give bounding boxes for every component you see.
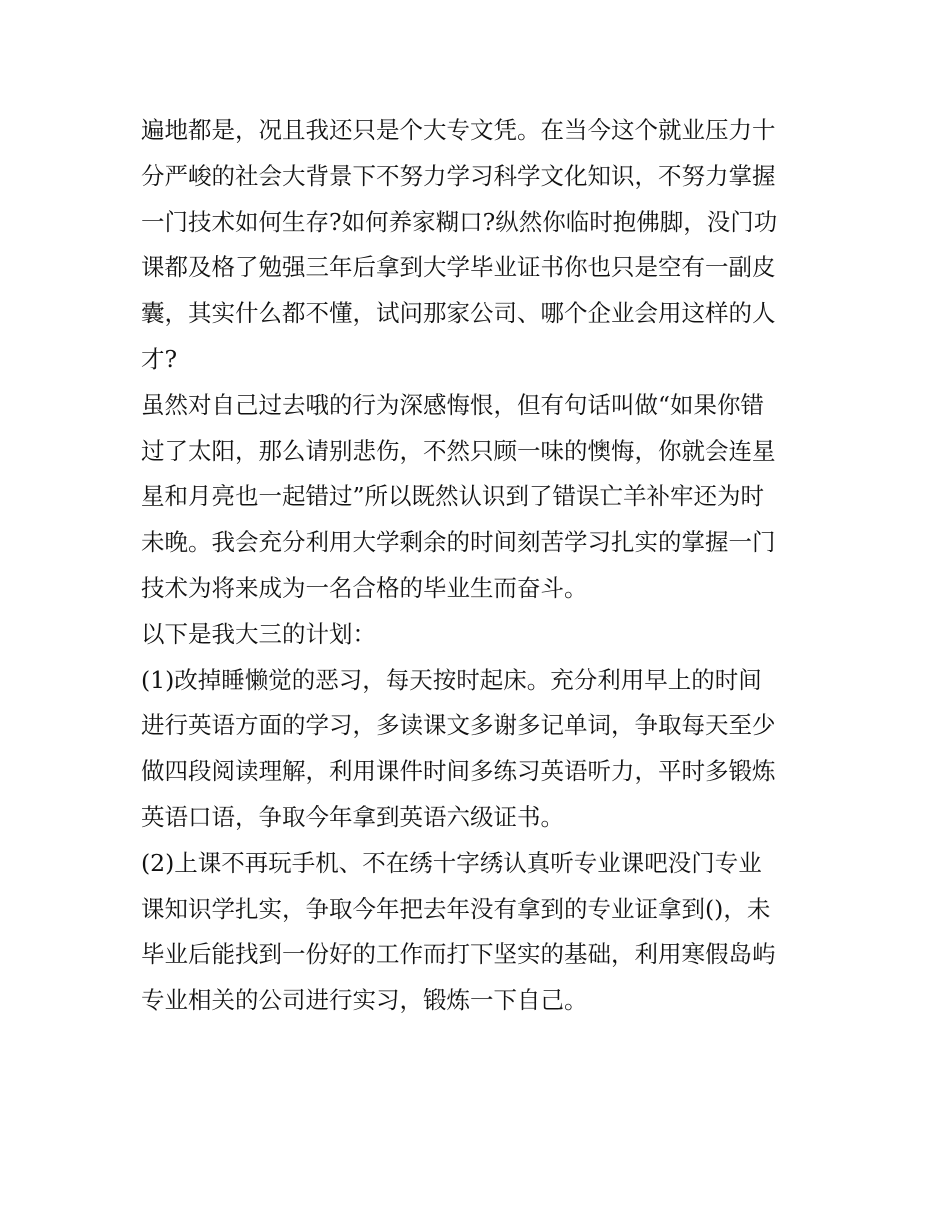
text-line-9: 星和月亮也一起错过”所以既然认识到了错误亡羊补牢还为时 [141,482,765,511]
text-line-11: 技术为将来成为一名合格的毕业生而奋斗。 [141,573,588,602]
text-line-4: 课都及格了勉强三年后拿到大学毕业证书你也只是空有一副皮 [141,253,776,282]
text-line-18: 课知识学扎实，争取今年把去年没有拿到的专业证拿到()，未 [141,894,771,923]
text-line-2: 分严峻的社会大背景下不努力学习科学文化知识，不努力掌握 [141,161,776,190]
text-line-17: (2)上课不再玩手机、不在绣十字绣认真听专业课吧没门专业 [141,848,762,877]
text-line-12: 以下是我大三的计划： [141,619,376,648]
text-line-14: 进行英语方面的学习，多读课文多谢多记单词，争取每天至少 [141,711,776,740]
document-page [141,108,816,1024]
text-line-16: 英语口语，争取今年拿到英语六级证书。 [141,802,564,831]
text-line-19: 毕业后能找到一份好的工作而打下坚实的基础，利用寒假岛屿 [141,940,776,969]
text-line-7: 虽然对自己过去哦的行为深感悔恨，但有句话叫做“如果你错 [141,390,765,419]
text-line-3: 一门技术如何生存?如何养家糊口?纵然你临时抱佛脚，没门功 [141,207,778,236]
text-line-13: (1)改掉睡懒觉的恶习，每天按时起床。充分利用早上的时间 [141,665,762,694]
text-line-10: 未晚。我会充分利用大学剩余的时间刻苦学习扎实的掌握一门 [141,528,776,557]
text-line-5: 囊，其实什么都不懂，试问那家公司、哪个企业会用这样的人 [141,299,776,328]
text-line-15: 做四段阅读理解，利用课件时间多练习英语听力，平时多锻炼 [141,757,776,786]
text-line-8: 过了太阳，那么请别悲伤，不然只顾一味的懊悔，你就会连星 [141,436,776,465]
text-line-6: 才? [141,344,178,373]
text-line-1: 遍地都是，况且我还只是个大专文凭。在当今这个就业压力十 [141,116,776,144]
text-line-20: 专业相关的公司进行实习，锻炼一下自己。 [141,986,588,1015]
